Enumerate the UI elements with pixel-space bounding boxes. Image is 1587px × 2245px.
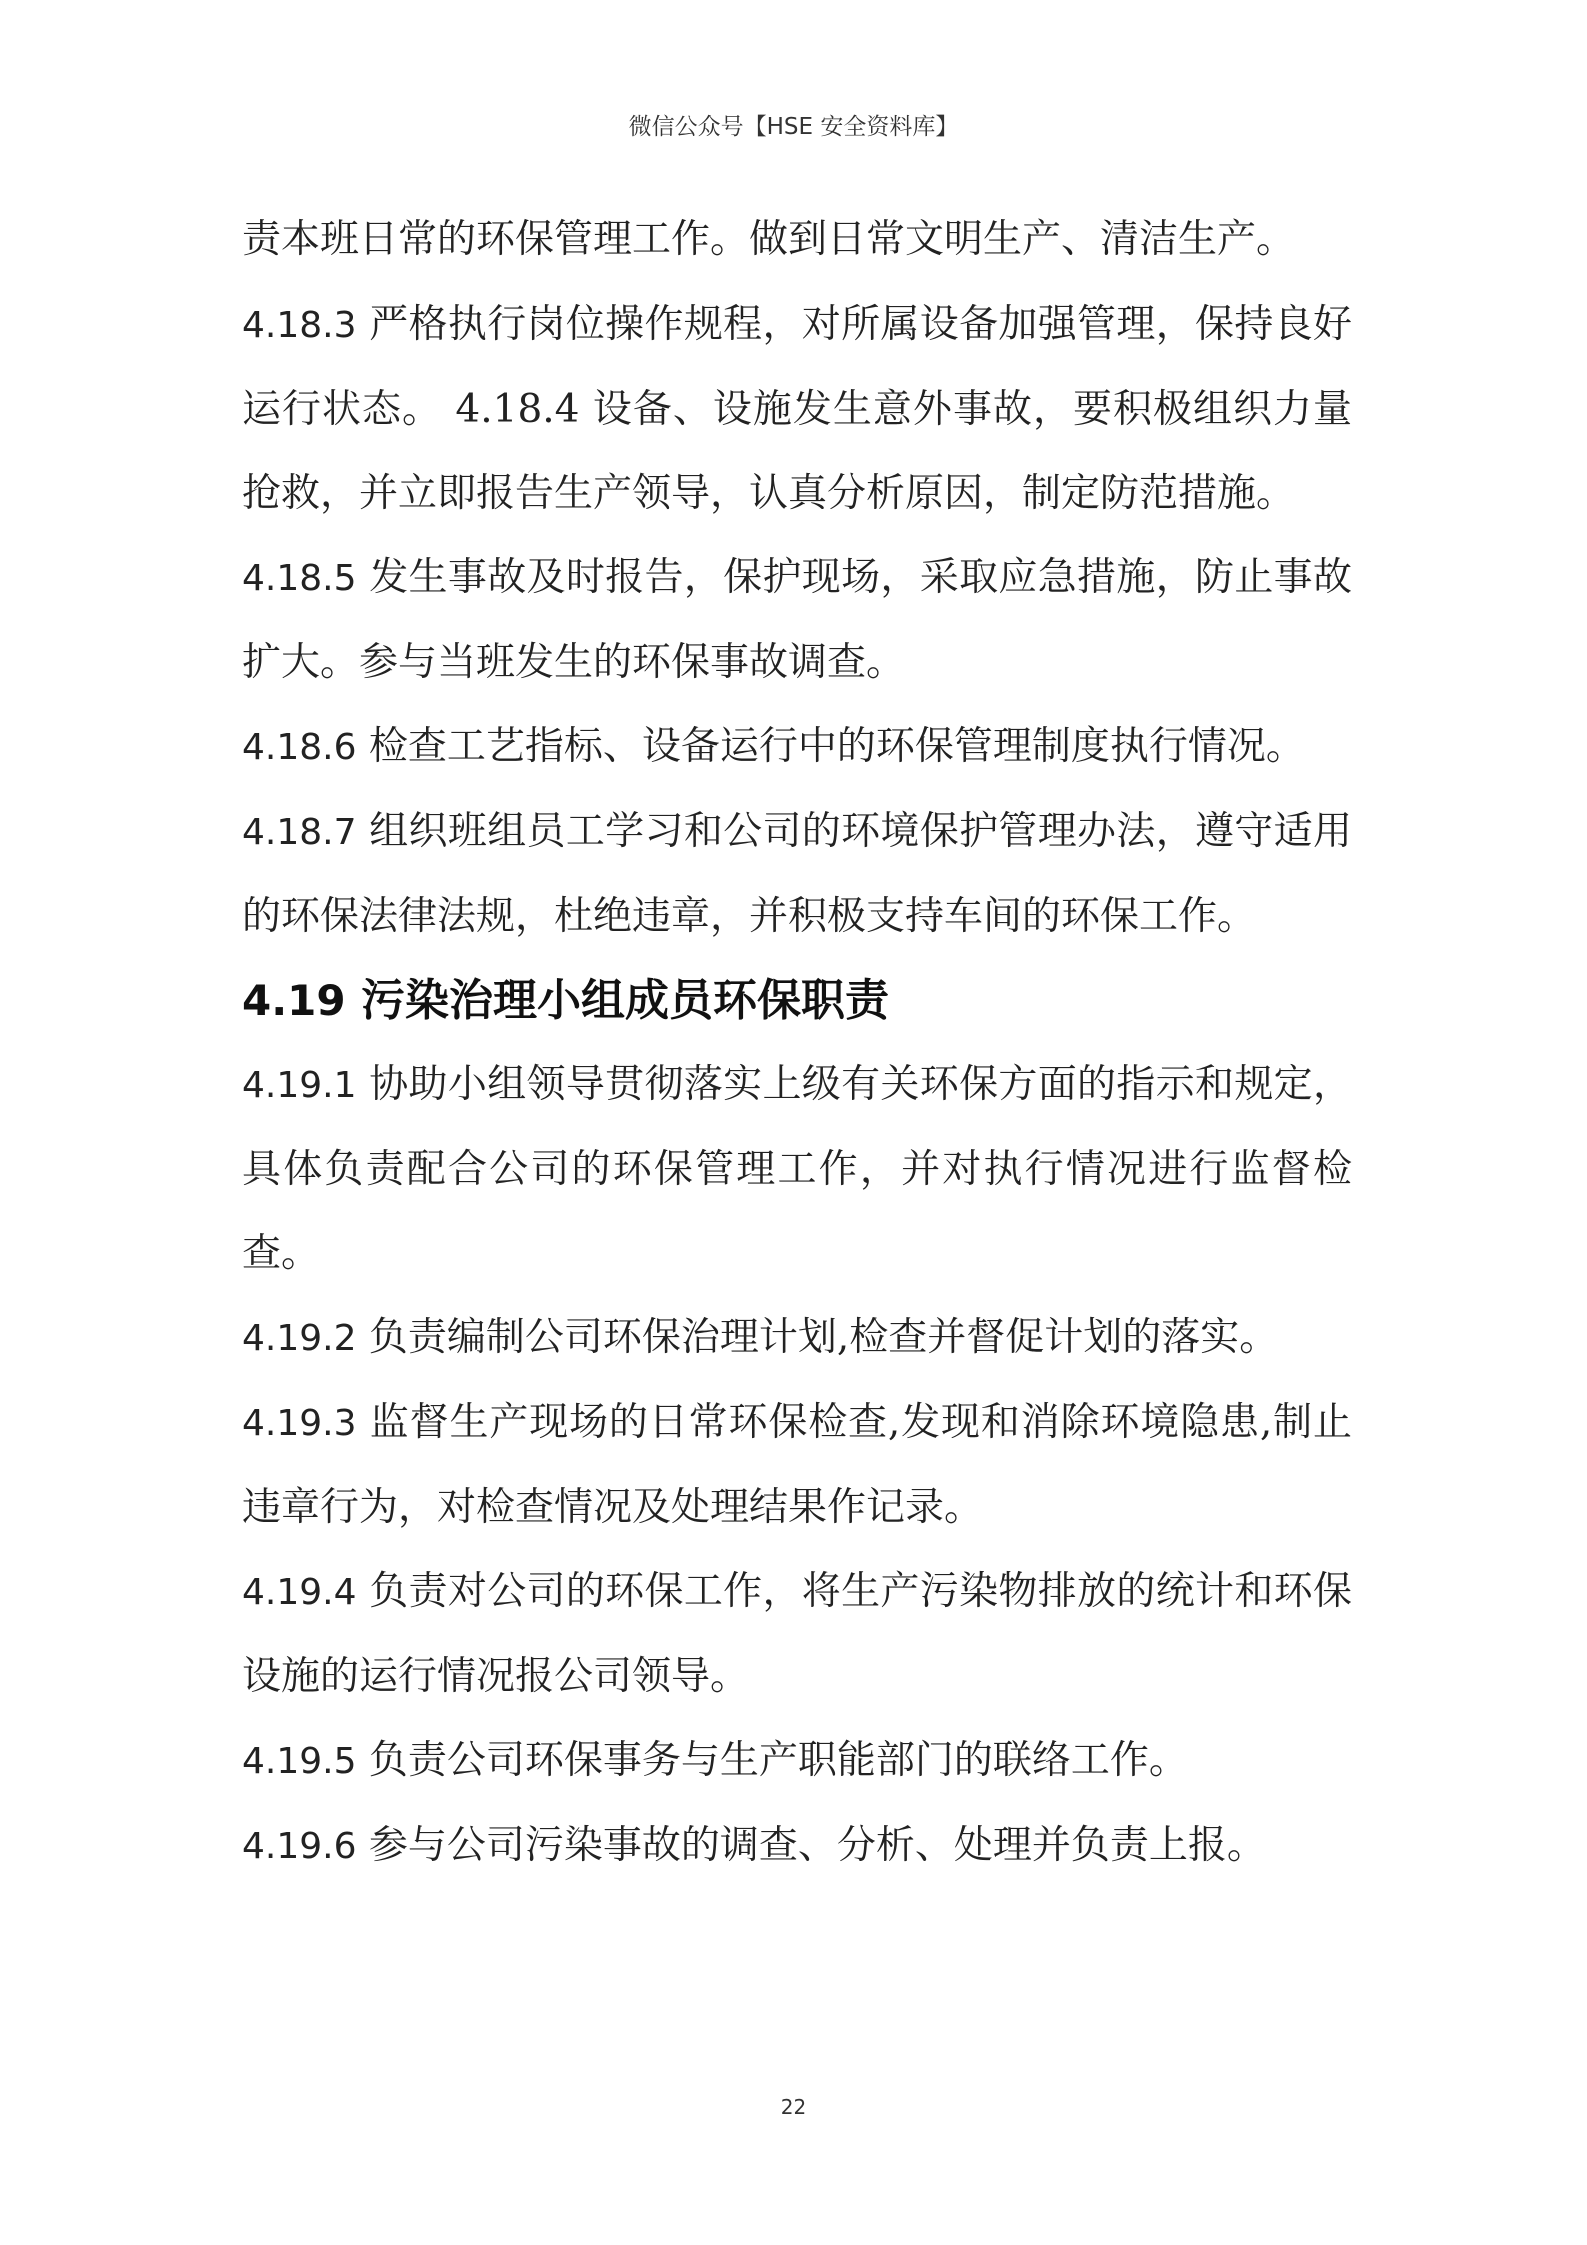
paragraph-4-19-3 (242, 1381, 1352, 1550)
paragraph-continuation (242, 198, 1352, 283)
paragraph-4-19-4 (242, 1550, 1352, 1719)
paragraph-text: 负责公司环保事务与生产职能部门的联络工作。 (356, 1738, 1188, 1783)
paragraph-text: 协助小组领导贯彻落实上级有关环保方面的指示和规定，具体负责配合公司的环保管理工作，并对执行情况进行监督检查。 (242, 1062, 1352, 1276)
clause-number: 4.18.7 (242, 812, 357, 853)
document-body (242, 198, 1352, 1889)
clause-number: 4.19.1 (242, 1065, 357, 1106)
clause-number: 4.18.5 (242, 558, 357, 599)
clause-number: 4.19.3 (242, 1403, 357, 1444)
paragraph-text: 发生事故及时报告，保护现场，采取应急措施，防止事故扩大。参与当班发生的环保事故调查。 (242, 555, 1352, 685)
paragraph-text: 责本班日常的环保管理工作。做到日常文明生产、清洁生产。 (242, 217, 1296, 262)
paragraph-text: 监督生产现场的日常环保检查,发现和消除环境隐患,制止违章行为，对检查情况及处理结果作记录。 (242, 1400, 1352, 1530)
paragraph-text: 负责编制公司环保治理计划,检查并督促计划的落实。 (356, 1315, 1279, 1360)
paragraph-text: 严格执行岗位操作规程，对所属设备加强管理，保持良好运行状态。 4.18.4 设备、设施发生意外事故，要积极组织力量抢救，并立即报告生产领导，认真分析原因，制定防范措施。 (242, 302, 1352, 516)
paragraph-4-19-1 (242, 1043, 1352, 1296)
paragraph-text: 检查工艺指标、设备运行中的环保管理制度执行情况。 (356, 724, 1305, 769)
clause-number: 4.19.5 (242, 1741, 357, 1782)
clause-number: 4.19.6 (242, 1826, 357, 1867)
page-number: 22 (780, 2095, 807, 2119)
section-title: 污染治理小组成员环保职责 (345, 975, 889, 1026)
page-header: 微信公众号【HSE 安全资料库】 (628, 114, 959, 140)
paragraph-4-18-7 (242, 790, 1352, 959)
clause-number: 4.18.3 (242, 305, 357, 346)
paragraph-text: 参与公司污染事故的调查、分析、处理并负责上报。 (356, 1823, 1266, 1868)
clause-number: 4.19.4 (242, 1572, 357, 1613)
paragraph-4-19-5 (242, 1719, 1352, 1804)
section-number: 4.19 (242, 976, 346, 1025)
paragraph-4-18-3 (242, 283, 1352, 536)
paragraph-4-19-2 (242, 1296, 1352, 1381)
clause-number: 4.18.6 (242, 727, 357, 768)
section-heading-4-19 (242, 959, 1352, 1043)
paragraph-4-18-5 (242, 536, 1352, 705)
paragraph-4-19-6 (242, 1804, 1352, 1889)
paragraph-4-18-6 (242, 705, 1352, 790)
paragraph-text: 负责对公司的环保工作，将生产污染物排放的统计和环保设施的运行情况报公司领导。 (242, 1569, 1352, 1699)
clause-number: 4.19.2 (242, 1318, 357, 1359)
paragraph-text: 组织班组员工学习和公司的环境保护管理办法，遵守适用的环保法律法规，杜绝违章，并积极支持车间的环保工作。 (242, 809, 1352, 939)
